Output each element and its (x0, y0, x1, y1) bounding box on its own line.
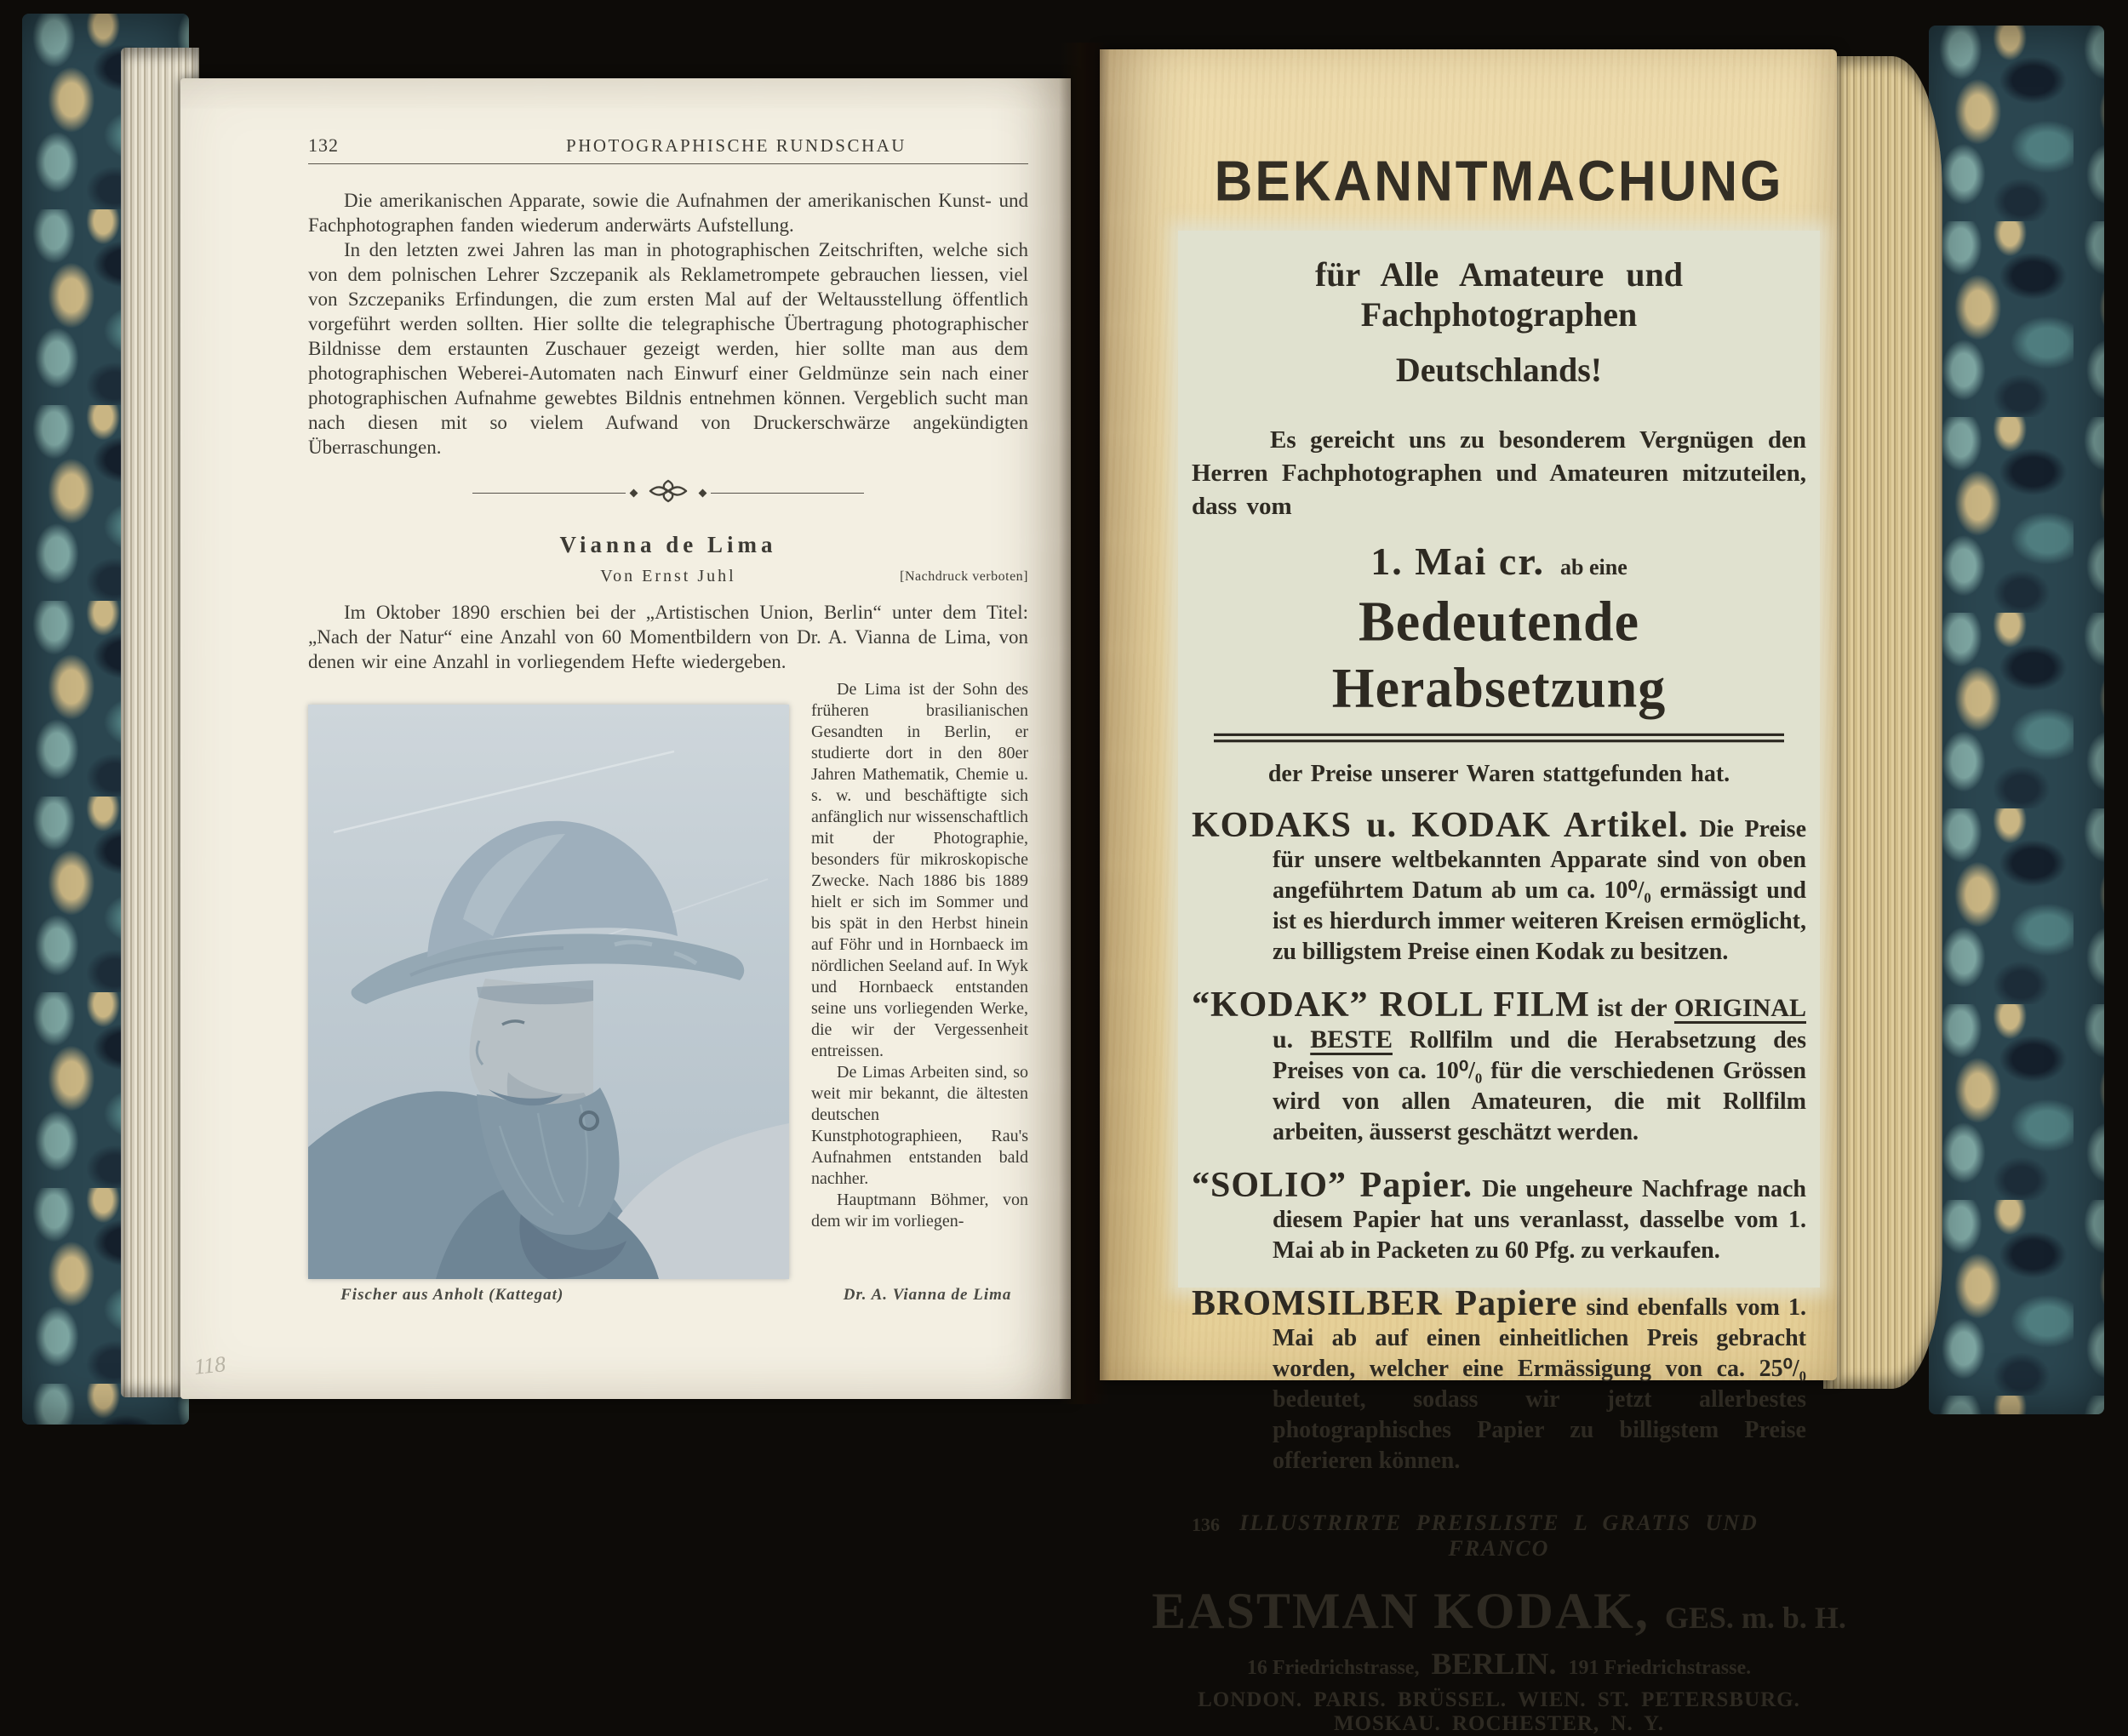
divider-line-right (711, 493, 864, 494)
ad-item-kodaks (1192, 806, 1807, 968)
caption-left: Fischer aus Anholt (Kattegat) (340, 1286, 564, 1304)
column-paragraph-1: De Lima ist der Sohn des früheren brasilianischen Gesandten in Berlin, er studierte dort in den 80er Jahren Mathematik, Chemie u. s. w. und beschäftigte sich anfänglich nur wissenschaftlich mit der Photographie, besonders für mikroskopische Zwecke. Nach 1886 bis 1889 hielt er sich im Sommer und bis spät in den Herbst hinein auf Föhr und in Hornbaeck im nördlichen Seeland auf. In Wyk und Hornbaeck entstanden seine uns vorliegenden Werke, die wir der Vergessenheit entreissen. (811, 680, 1028, 1060)
address-berlin-pre: 16 Friedrichstrasse, (1246, 1657, 1420, 1679)
divider-diamond-right (699, 489, 707, 498)
fleuron-icon (645, 477, 691, 510)
ad-item-kodaks-lead: KODAKS u. KODAK Artikel. (1192, 806, 1689, 845)
figure-row (308, 679, 1028, 1279)
ad-item-bromsilber (1192, 1284, 1806, 1476)
article-intro: Im Oktober 1890 erschien bei der „Artistischen Union, Berlin“ unter dem Titel: „Nach der Natur“ eine Anzahl von 60 Momentbildern von Dr. A. Vianna de Lima, von denen wir eine Anzahl in vorliegendem Hefte wiedergeben. (308, 602, 1028, 672)
header-rule (308, 163, 1028, 166)
body-paragraph-2: In den letzten zwei Jahren las man in photographischen Zeitschriften, welche sich von dem polnischen Lehrer Szczepanik als Reklametrompete gebrauchen liessen, viel von Szczepaniks Erfindungen, die zum ersten Mal auf der Weltausstellung öffentlich vorgeführt werden sollten. Hier sollte die telegraphische Übertragung photographischer Bildnisse dem erstaunten Zuschauer gezeigt werden, hier sollte man aus dem photographischen Weberei-Automaten nach Einwurf einer Geldmünze sein nach einer photographischen Aufnahme gewebtes Bildnis entnehmen können. Vergeblich sucht man nach diesen mit so vielem Aufwand von Druckerschwärze angekündigten Überraschungen. (308, 239, 1028, 458)
portrait-illustration (308, 705, 789, 1279)
price-list-row (1192, 1510, 1806, 1562)
divider-diamond-left (630, 489, 638, 498)
article-title: Vianna de Lima (559, 532, 777, 557)
ad-item-rollfilm-body: Rollfilm und die Herabsetzung des Preises von ca. 10⁰/₀ für die verschiedenen Grössen wird von allen Amateuren, die mit Rollfilm arbeiten, äusserst geschätzt werden. (1273, 1027, 1806, 1145)
ad-title: BEKANNTMACHUNG (1214, 150, 1784, 214)
address-berlin-post: 191 Friedrichstrasse. (1568, 1657, 1752, 1679)
company-line (1152, 1582, 1846, 1641)
marbled-cover-right (1929, 26, 2104, 1414)
ad-item-rollfilm-original: ORIGINAL (1673, 994, 1806, 1022)
ad-item-rollfilm (1192, 985, 1806, 1148)
ad-date-line (1192, 539, 1806, 584)
page-edges-right (1823, 56, 1942, 1389)
reprint-notice: [Nachdruck verboten] (900, 569, 1028, 584)
footnote-number: 136 (1192, 1514, 1220, 1535)
byline-row (308, 567, 1028, 586)
ad-item-solio (1192, 1166, 1806, 1266)
left-page (180, 78, 1071, 1399)
right-page-advertisement (1100, 49, 1846, 1735)
company-suffix: GES. m. b. H. (1664, 1601, 1846, 1635)
ad-item-kodaks-body: Die Preise für unsere weltbekannten Apparate sind von oben angeführtem Datum ab um ca. 10⁰/₀ ermässigt und ist es hierdurch immer weiteren Kreisen ermöglicht, zu billigstem Preise einen Kodak zu besitzen. (1273, 816, 1807, 965)
ad-subtitle-line1: für Alle Amateure und Fachphotographen (1314, 255, 1684, 334)
ad-item-rollfilm-lead: “KODAK” ROLL FILM (1192, 985, 1590, 1025)
ad-panel (1152, 231, 1846, 1735)
ad-headline-wrap (1214, 589, 1784, 739)
pencil-annotation: 118 (192, 1351, 227, 1379)
fisherman-portrait-photo (308, 705, 789, 1279)
column-paragraph-3: Hauptmann Böhmer, von dem wir im vorliegen- (811, 1191, 1028, 1231)
article-byline: Von Ernst Juhl (600, 567, 736, 585)
photo-captions (308, 1286, 1028, 1305)
caption-right: Dr. A. Vianna de Lima (843, 1286, 1012, 1304)
address-line-1 (1192, 1646, 1806, 1682)
ad-item-rollfilm-und: u. (1273, 1025, 1294, 1054)
section-divider (472, 477, 864, 510)
column-text (811, 679, 1028, 1232)
page-number: 132 (308, 134, 339, 156)
ad-subtitle-line2: Deutschlands! (1395, 351, 1603, 389)
ad-date-suffix: ab eine (1560, 555, 1627, 580)
page-header (308, 134, 1028, 157)
ad-item-solio-body: Die ungeheure Nachfrage nach diesem Papier hat uns veranlasst, dasselbe vom 1. Mai ab in Packeten zu 60 Pfg. zu verkaufen. (1273, 1176, 1806, 1264)
ad-headline-subline: der Preise unserer Waren stattgefunden hat. (1267, 761, 1730, 787)
ad-item-bromsilber-lead: BROMSILBER Papiere (1192, 1284, 1578, 1323)
ad-item-bromsilber-body: sind ebenfalls vom 1. Mai ab auf einen einheitlichen Preis gebracht worden, welcher eine Ermässigung von ca. 25⁰/₀ bedeutet, sodass wir jetzt allerbestes photographisches Papier zu billigstem Preise offerieren können. (1273, 1294, 1806, 1474)
ad-date: 1. Mai cr. (1370, 540, 1546, 583)
ad-intro: Es gereicht uns zu besonderem Vergnügen den Herren Fachphotographen und Amateuren mitzuteilen, dass vom (1192, 426, 1806, 520)
address-line-2: LONDON. PARIS. BRÜSSEL. WIEN. ST. PETERSBURG. MOSKAU. ROCHESTER, N. Y. (1198, 1688, 1800, 1735)
ad-item-rollfilm-beste: BESTE (1310, 1025, 1393, 1054)
journal-title: PHOTOGRAPHISCHE RUNDSCHAU (566, 135, 907, 156)
price-list-line: ILLUSTRIRTE PREISLISTE L GRATIS UND FRANCO (1239, 1510, 1759, 1561)
divider-line-left (472, 493, 626, 494)
ad-item-solio-lead: “SOLIO” Papier. (1192, 1166, 1473, 1205)
company-name: EASTMAN KODAK, (1152, 1583, 1650, 1639)
body-paragraph-1: Die amerikanischen Apparate, sowie die Aufnahmen der amerikanischen Kunst- und Fachphotographen fanden wiederum anderwärts Aufstellung. (308, 190, 1028, 236)
ad-headline: Bedeutende Herabsetzung (1214, 589, 1784, 743)
address-berlin: BERLIN. (1431, 1647, 1557, 1681)
ad-item-rollfilm-pre: ist der (1597, 994, 1668, 1022)
column-paragraph-2: De Limas Arbeiten sind, so weit mir bekannt, die ältesten deutschen Kunstphotographieen, Rau's Aufnahmen entstanden bald nachher. (811, 1063, 1028, 1188)
